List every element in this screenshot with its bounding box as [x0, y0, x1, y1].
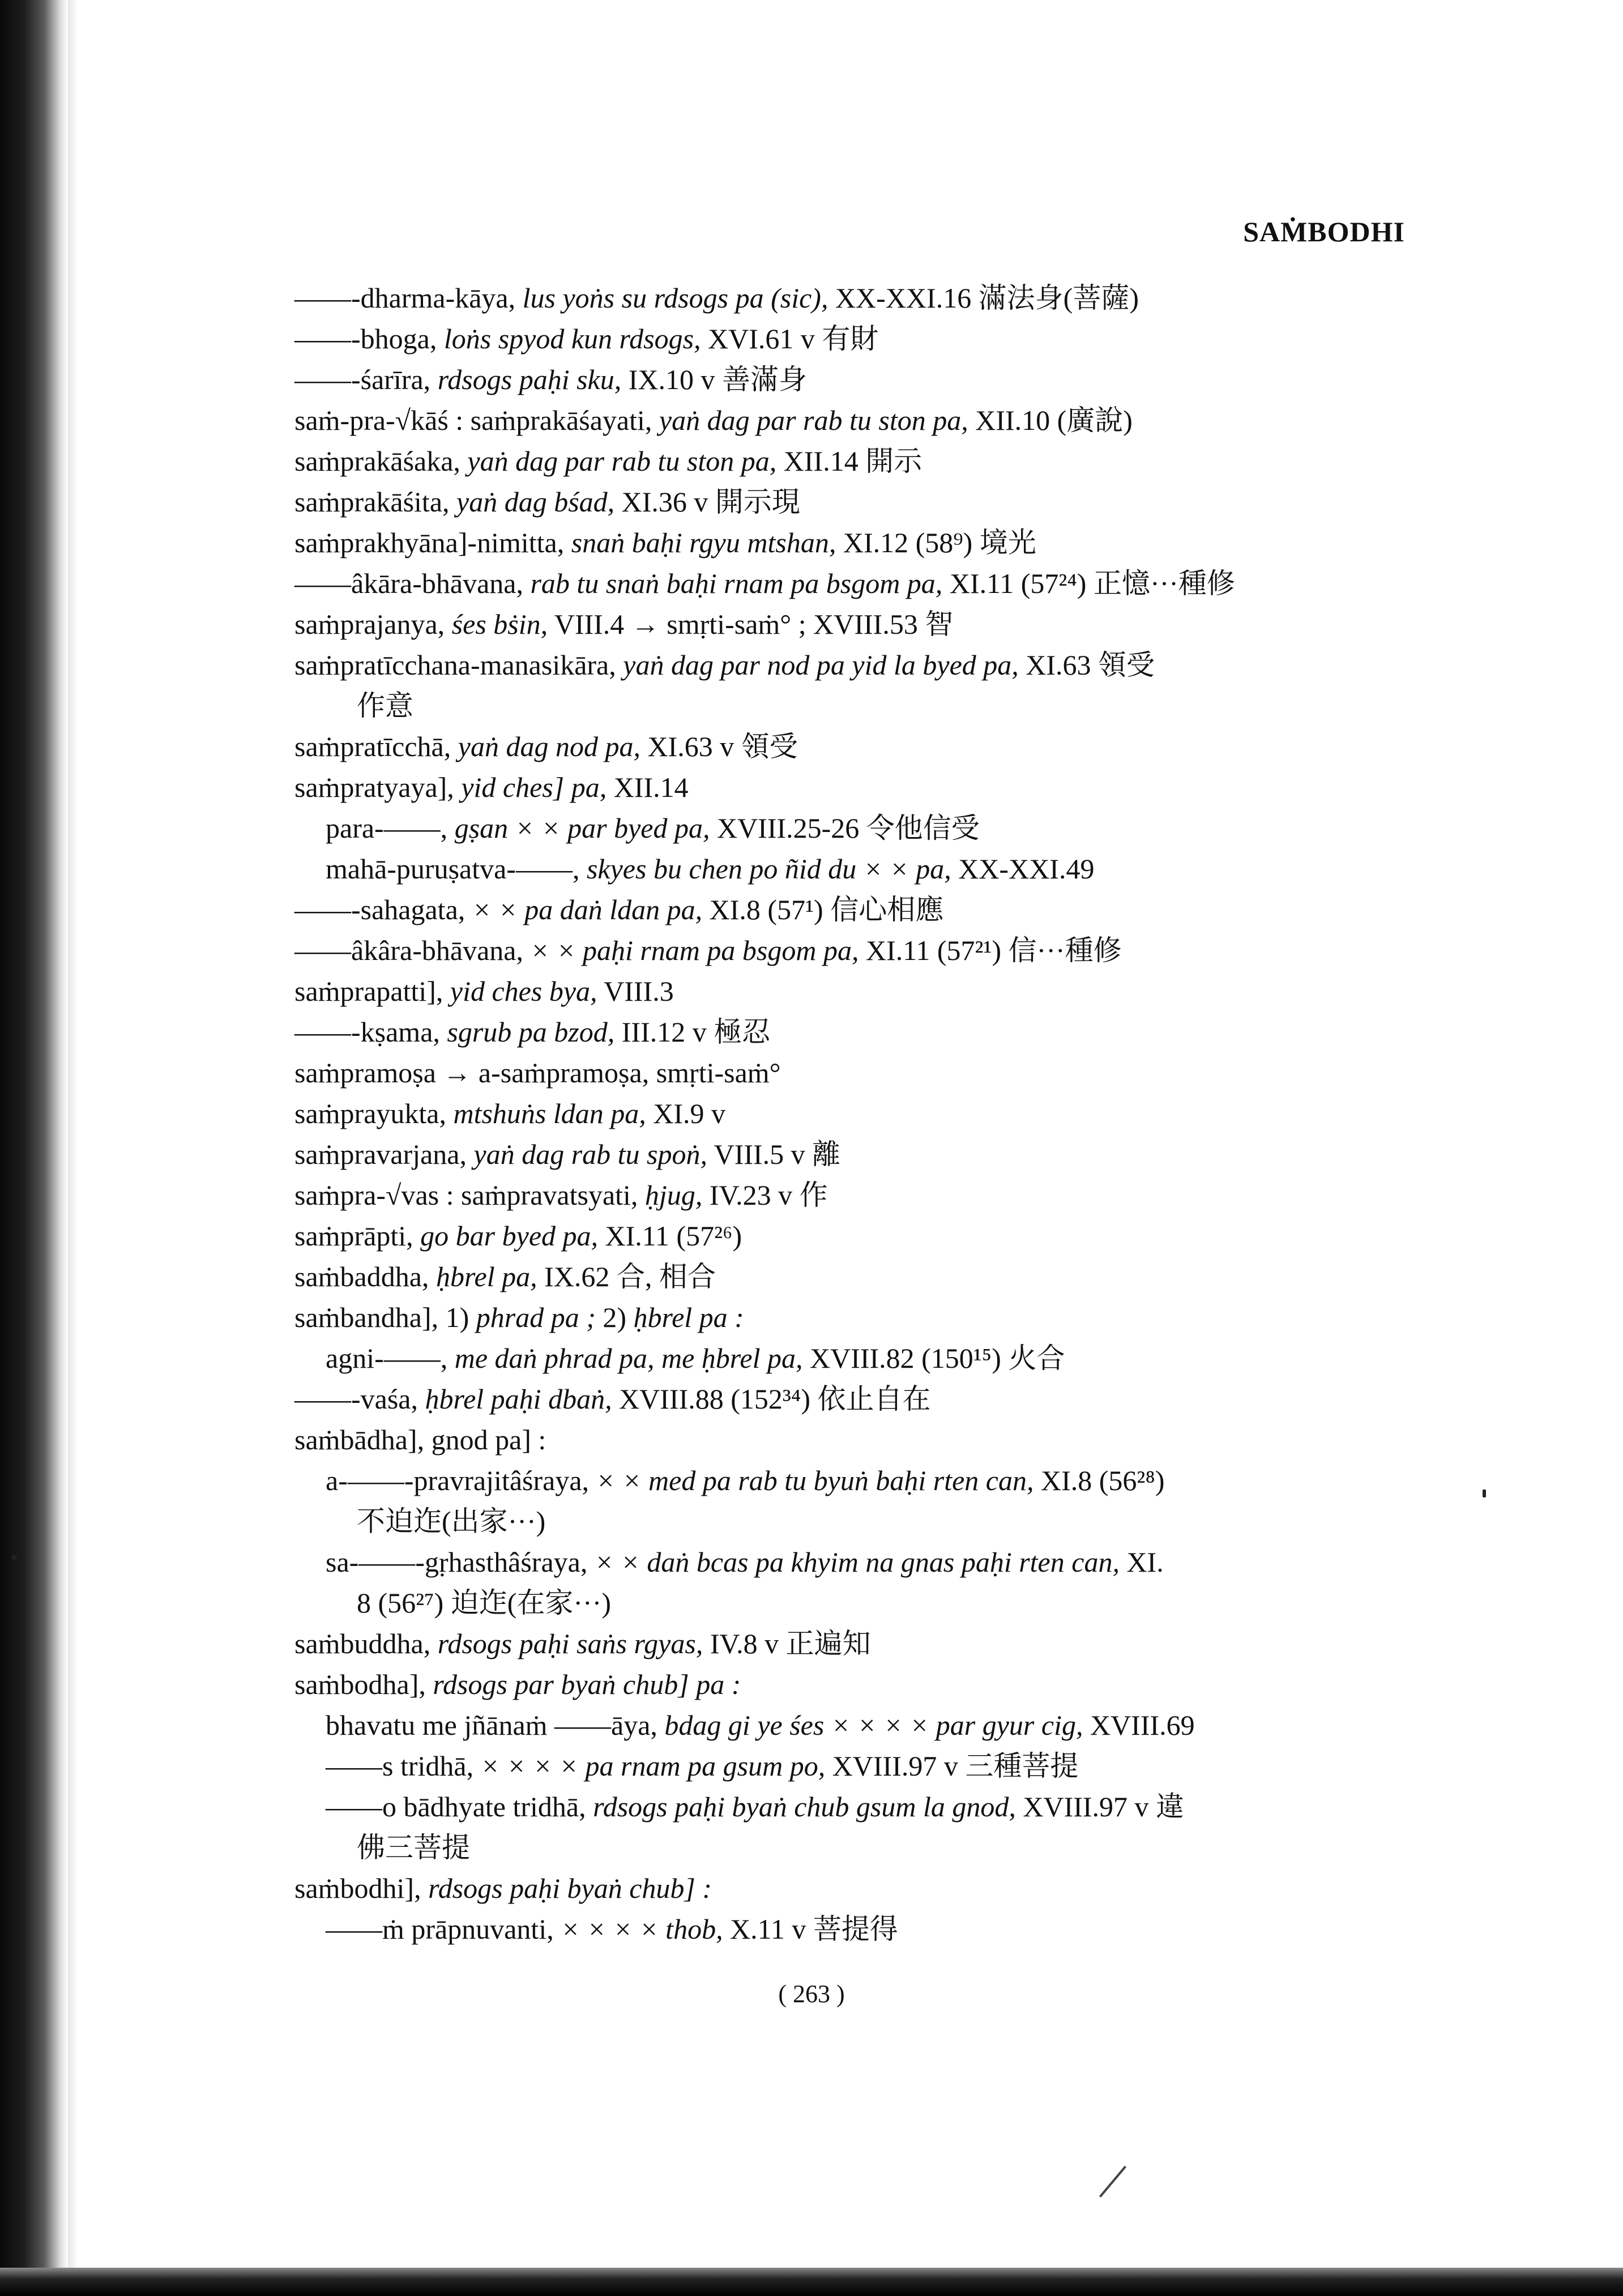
entry-line: [294, 1623, 1421, 1664]
entry-reference: X.11 v 菩提得: [723, 1913, 898, 1945]
entry-line: [294, 1093, 1421, 1134]
scan-shadow-left: [0, 0, 68, 2296]
entry-headword: saṁpramoṣa → a-saṁpramoṣa, smṛti-saṁ°: [294, 1057, 781, 1089]
entry-line: [294, 808, 1421, 848]
entry-headword: saṁprakhyāna]-nimitta,: [294, 527, 571, 558]
entry-line: [294, 1338, 1421, 1379]
entry-tibetan: yid ches] pa,: [461, 771, 607, 803]
entry-tibetan: rdsogs paḥi byaṅ chub] :: [428, 1872, 712, 1904]
entry-line: [294, 359, 1421, 400]
entry-reference: IV.8 v 正遍知: [703, 1628, 871, 1659]
entry-headword: agni-——,: [326, 1342, 455, 1374]
entry-tibetan: × × med pa rab tu byuṅ baḥi rten can,: [596, 1465, 1034, 1496]
entry-tibetan: ḥbrel paḥi dbaṅ,: [425, 1383, 612, 1415]
entry-headword: saṁbaddha,: [294, 1261, 436, 1292]
entry-reference: XI.63 領受: [1018, 649, 1155, 681]
entry-headword: saṁpratīcchana-manasikāra,: [294, 649, 623, 681]
entry-line: [294, 400, 1421, 441]
entry-line: [294, 1256, 1421, 1297]
entry-line: [294, 726, 1421, 767]
entry-headword: ——-sahagata,: [294, 894, 472, 925]
entry-tibetan: × × × × thob,: [561, 1913, 723, 1945]
entry-reference: XII.10 (廣說): [968, 404, 1133, 436]
entry-line: [294, 604, 1421, 645]
entry-headword: ——-kṣama,: [294, 1016, 447, 1048]
entry-headword: 8 (56²⁷) 迫迮(在家···): [357, 1587, 611, 1619]
entry-tibetan: rdsogs paḥi sku,: [437, 364, 622, 395]
entry-reference: VIII.3: [597, 975, 674, 1007]
entry-reference: XII.14 開示: [776, 445, 922, 477]
entry-tibetan: me daṅ phrad pa, me ḥbrel pa,: [454, 1342, 803, 1374]
entry-reference: XI.11 (57²⁶): [598, 1220, 742, 1252]
entry-reference: 2): [595, 1301, 634, 1333]
entry-line: [294, 685, 1421, 726]
entry-reference: XI.63 v 領受: [640, 731, 798, 762]
pencil-mark: [1099, 2166, 1126, 2197]
entry-headword: ——ṁ prāpnuvanti,: [326, 1913, 561, 1945]
entry-line: [294, 848, 1421, 889]
entry-tibetan: loṅs spyod kun rdsogs,: [443, 323, 701, 355]
margin-dot: [1483, 1490, 1486, 1497]
entry-reference: XVIII.25-26 令他信受: [710, 812, 980, 844]
entry-line: [294, 278, 1421, 318]
entry-reference: XVIII.88 (152³⁴) 依止自在: [612, 1383, 931, 1415]
entry-headword: saṁprāpti,: [294, 1220, 421, 1252]
entry-headword: saṁbādha], gnod pa] :: [294, 1424, 546, 1456]
entry-line: [294, 1542, 1421, 1582]
entry-headword: saṁbodhi],: [294, 1872, 429, 1904]
entry-reference: XVIII.82 (150¹⁵) 火合: [802, 1342, 1065, 1374]
entry-headword: ——-bhoga,: [294, 323, 444, 355]
entry-reference: XII.14: [607, 771, 689, 803]
entry-tibetan: yaṅ dag par rab tu ston pa,: [467, 445, 777, 477]
entry-headword: ——s tridhā,: [326, 1750, 481, 1782]
entry-tibetan: phrad pa ;: [476, 1301, 596, 1333]
entry-tibetan: snaṅ baḥi rgyu mtshan,: [571, 527, 836, 558]
entry-line: [294, 1297, 1421, 1338]
entry-headword: sa-——-gṛhasthâśraya,: [326, 1546, 595, 1578]
entry-line: [294, 441, 1421, 481]
entry-headword: saṁpravarjana,: [294, 1138, 474, 1170]
entry-reference: XVIII.69: [1083, 1709, 1195, 1741]
entry-reference: XI.12 (58⁹) 境光: [836, 527, 1036, 558]
entry-headword: saṁprakāśaka,: [294, 445, 468, 477]
entry-line: [294, 1460, 1421, 1501]
entry-tibetan: gṣan × × par byed pa,: [454, 812, 710, 844]
entry-headword: saṁpra-√vas : saṁpravatsyati,: [294, 1179, 645, 1211]
entry-headword: saṁprakāśita,: [294, 486, 457, 518]
entry-headword: ——-vaśa,: [294, 1383, 425, 1415]
entry-headword: mahā-puruṣatva-——,: [326, 853, 587, 885]
entry-line: [294, 1215, 1421, 1256]
entry-tibetan: ḥbrel pa,: [435, 1261, 537, 1292]
entry-line: [294, 1705, 1421, 1746]
entry-tibetan: yid ches bya,: [450, 975, 597, 1007]
entry-line: [294, 481, 1421, 522]
entry-tibetan: go bar byed pa,: [420, 1220, 599, 1252]
entry-line: [294, 318, 1421, 359]
entry-reference: XX-XXI.16 滿法身(菩薩): [828, 282, 1139, 314]
entry-reference: III.12 v 極忍: [614, 1016, 771, 1048]
entry-headword: saṁprajanya,: [294, 608, 452, 640]
entry-tibetan: yaṅ dag nod pa,: [458, 731, 640, 762]
entry-headword: saṁpratīcchā,: [294, 731, 458, 762]
entry-reference: XVIII.97 v 違: [1015, 1791, 1185, 1823]
entry-line: [294, 767, 1421, 808]
entry-reference: XVI.61 v 有財: [701, 323, 879, 355]
entry-line: [294, 1827, 1421, 1868]
entry-headword: saṁbuddha,: [294, 1628, 438, 1659]
entry-tibetan: mtshuṅs ldan pa,: [453, 1098, 646, 1129]
entry-line: [294, 1134, 1421, 1175]
entry-headword: ——âkâra-bhāvana,: [294, 934, 531, 966]
entry-reference: XI.9 v: [646, 1098, 726, 1129]
entry-tibetan: yaṅ dag par nod pa yid la byed pa,: [623, 649, 1019, 681]
entry-line: [294, 889, 1421, 930]
entry-tibetan: × × daṅ bcas pa khyim na gnas paḥi rten can,: [594, 1546, 1120, 1578]
entry-line: [294, 1746, 1421, 1786]
entry-reference: IX.62 合, 相合: [537, 1261, 716, 1292]
entry-tibetan: rdsogs paḥi saṅs rgyas,: [437, 1628, 703, 1659]
entry-reference: XI.11 (57²⁴) 正憶···種修: [942, 567, 1235, 599]
entry-headword: bhavatu me jñānaṁ ——āya,: [326, 1709, 665, 1741]
entry-line: [294, 1909, 1421, 1949]
entry-headword: 不迫迮(出家···): [357, 1505, 546, 1537]
entry-headword: ——-śarīra,: [294, 364, 438, 395]
margin-dot: [11, 1555, 17, 1560]
entry-headword: ——âkāra-bhāvana,: [294, 567, 531, 599]
page-number: ( 263 ): [778, 1980, 845, 2008]
entry-headword: saṁprapatti],: [294, 975, 450, 1007]
dictionary-entries: [294, 278, 1421, 1949]
entry-tibetan: × × pa daṅ ldan pa,: [472, 894, 703, 925]
entry-tibetan: rdsogs par byaṅ chub] pa :: [433, 1668, 741, 1700]
scan-shadow-bottom: [0, 2268, 1623, 2296]
entry-tibetan: rab tu snaṅ baḥi rnam pa bsgom pa,: [530, 567, 943, 599]
entry-headword: ——-dharma-kāya,: [294, 282, 523, 314]
entry-line: [294, 971, 1421, 1012]
entry-reference: XVIII.97 v 三種菩提: [825, 1750, 1079, 1782]
entry-reference: XI.36 v 開示現: [614, 486, 800, 518]
entry-tibetan: rdsogs paḥi byaṅ chub gsum la gnod,: [593, 1791, 1016, 1823]
entry-reference: XX-XXI.49: [951, 853, 1095, 885]
entry-headword: a-——-pravrajitâśraya,: [326, 1465, 596, 1496]
entry-tibetan: yaṅ dag bśad,: [456, 486, 615, 518]
entry-headword: ——o bādhyate tridhā,: [326, 1791, 593, 1823]
entry-line: [294, 1379, 1421, 1419]
entry-tibetan: sgrub pa bzod,: [447, 1016, 615, 1048]
entry-headword: saṁbandha], 1): [294, 1301, 476, 1333]
entry-reference: VIII.4 → smṛti-saṁ° ; XVIII.53 智: [548, 608, 954, 640]
entry-reference: XI.11 (57²¹) 信···種修: [859, 934, 1122, 966]
entry-headword: saṁpratyaya],: [294, 771, 462, 803]
running-header: SAṀBODHI: [1243, 216, 1405, 247]
entry-reference: XI.8 (57¹) 信心相應: [702, 894, 944, 925]
entry-headword: saṁbodha],: [294, 1668, 433, 1700]
entry-tibetan: ḥjug,: [644, 1179, 703, 1211]
entry-headword: saṁ-pra-√kāś : saṁprakāśayati,: [294, 404, 659, 436]
entry-headword: 作意: [357, 690, 413, 722]
entry-line: [294, 1501, 1421, 1542]
entry-line: [294, 1419, 1421, 1460]
entry-reference: VIII.5 v 離: [707, 1138, 841, 1170]
entry-reference: IX.10 v 善滿身: [621, 364, 808, 395]
entry-line: [294, 522, 1421, 563]
entry-line: [294, 1052, 1421, 1093]
entry-line: [294, 1786, 1421, 1827]
entry-tibetan-2: ḥbrel pa :: [633, 1301, 744, 1333]
entry-line: [294, 645, 1421, 685]
entry-reference: XI.8 (56²⁸): [1033, 1465, 1165, 1496]
entry-reference: IV.23 v 作: [702, 1179, 828, 1211]
entry-tibetan: śes bṡin,: [451, 608, 548, 640]
entry-line: [294, 1868, 1421, 1909]
entry-tibetan: skyes bu chen po ñid du × × pa,: [586, 853, 951, 885]
entry-tibetan: yaṅ dag rab tu spoṅ,: [473, 1138, 708, 1170]
entry-tibetan: × × paḥi rnam pa bsgom pa,: [530, 934, 859, 966]
entry-headword: saṁprayukta,: [294, 1098, 454, 1129]
entry-line: [294, 563, 1421, 604]
entry-line: [294, 1582, 1421, 1623]
entry-tibetan: lus yoṅs su rdsogs pa (sic),: [522, 282, 828, 314]
entry-line: [294, 1664, 1421, 1705]
entry-headword: 佛三菩提: [357, 1832, 470, 1863]
entry-tibetan: bdag gi ye śes × × × × par gyur cig,: [664, 1709, 1083, 1741]
entry-tibetan: × × × × pa rnam pa gsum po,: [480, 1750, 826, 1782]
entry-line: [294, 1175, 1421, 1215]
entry-reference: XI.: [1119, 1546, 1164, 1578]
entry-tibetan: yaṅ dag par rab tu ston pa,: [659, 404, 968, 436]
entry-line: [294, 930, 1421, 971]
entry-line: [294, 1012, 1421, 1052]
entry-headword: para-——,: [326, 812, 455, 844]
